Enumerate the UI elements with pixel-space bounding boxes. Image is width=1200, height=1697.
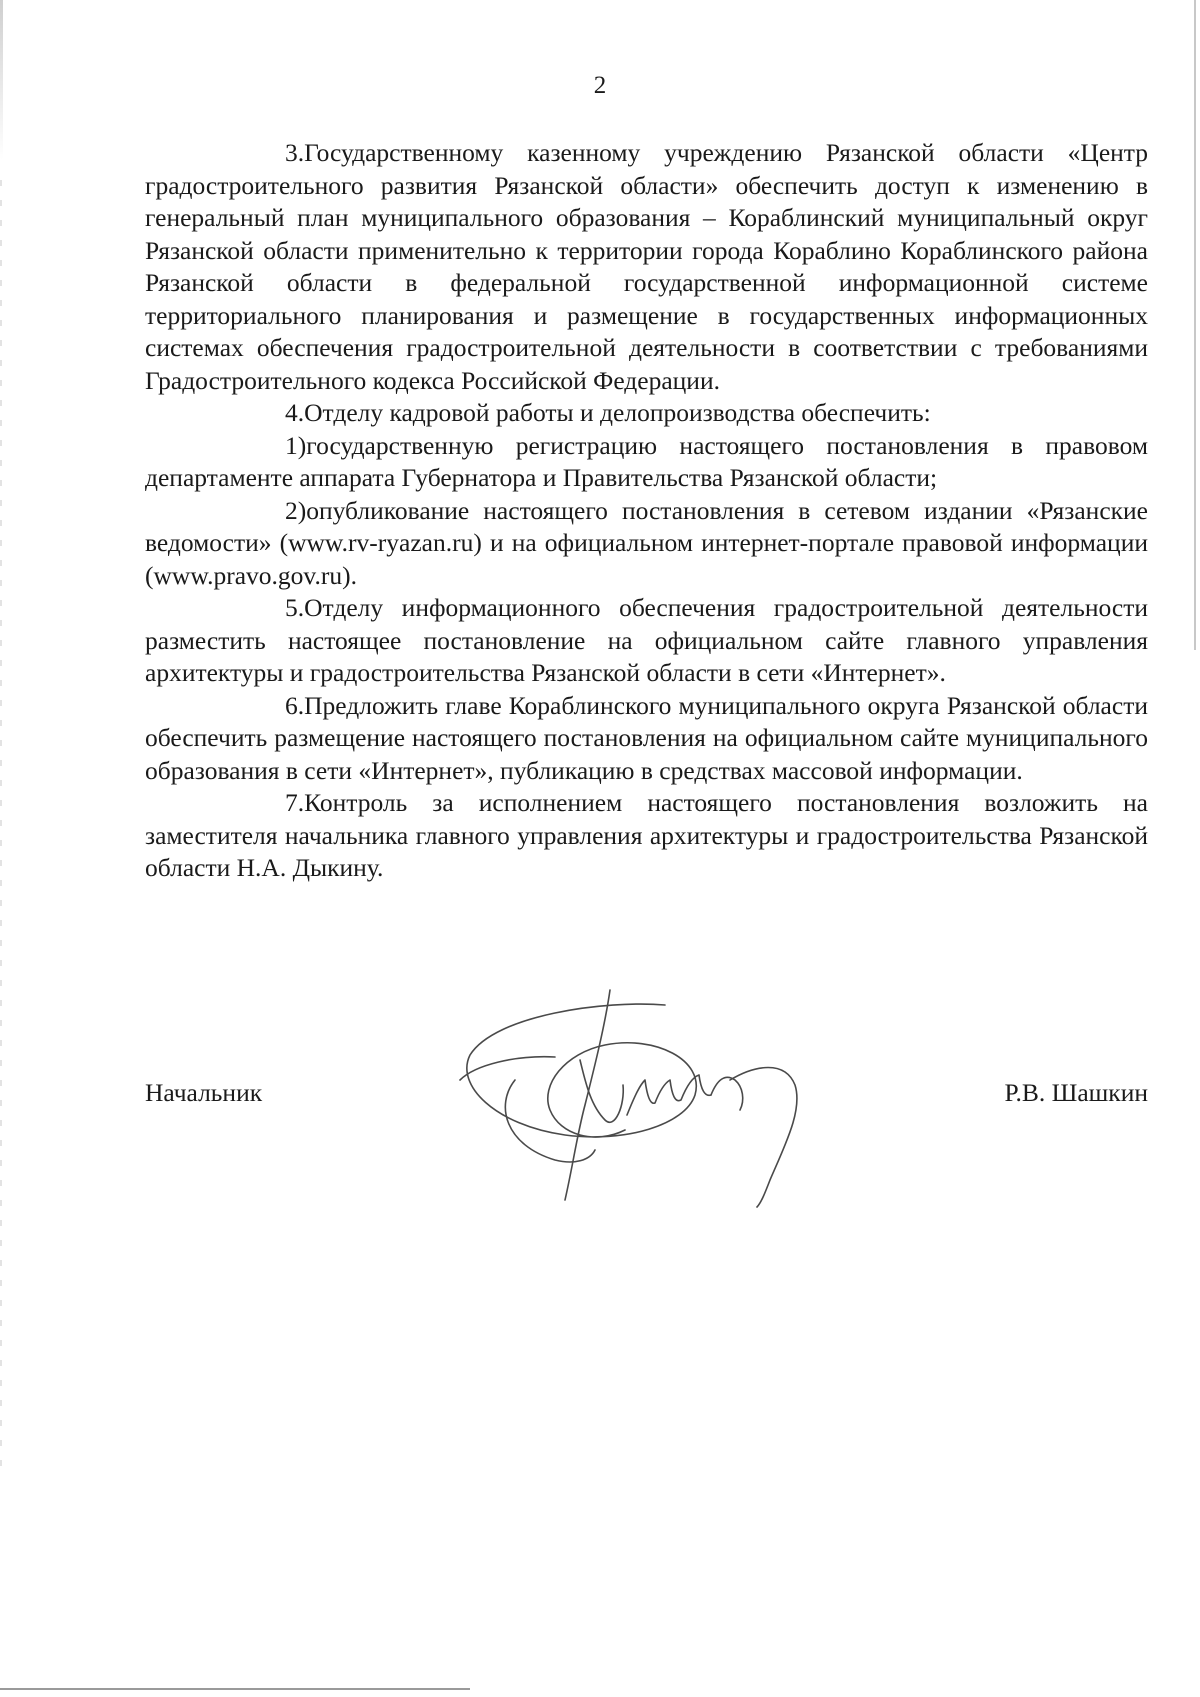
paragraph-text: Отделу кадровой работы и делопроизводства обеспечить: (304, 398, 931, 427)
paragraph-number: 1) (285, 430, 307, 460)
paragraph-text: опубликование настоящего постановления в сетевом издании «Рязанские ведомости» (www.rv-ryazan.ru) и на официальном интернет-портале правовой информации (www.pravo.gov.ru). (145, 495, 1148, 590)
paragraph-number: 5. (285, 593, 305, 622)
paragraph-text: Отделу информационного обеспечения градостроительной деятельности разместить настоящее постановление на официальном сайте главного управления архитектуры и градостроительства Рязанской области в сети «Интернет». (145, 593, 1148, 687)
paragraph-5 (145, 592, 1148, 690)
paragraph-3 (145, 137, 1148, 397)
scan-edge-bottom (0, 1688, 470, 1690)
paragraph-text: Государственному казенному учреждению Рязанской области «Центр градостроительного развития Рязанской области» обеспечить доступ к изменению в генеральный план муниципального образования – Кораблинский муниципальный округ Рязанской области применительно к территории города Кораблино Кораблинского района Рязанской области в федеральной государственной информационной системе территориального планирования и размещение в государственных информационных системах обеспечения градостроительной деятельности в соответствии с требованиями Градостроительного кодекса Российской Федерации. (145, 138, 1148, 395)
paragraph-6 (145, 690, 1148, 788)
paragraph-text: государственную регистрацию настоящего постановления в правовом департаменте аппарата Губернатора и Правительства Рязанской области; (145, 430, 1148, 492)
paragraph-number: 2) (285, 495, 307, 525)
subparagraph-2 (145, 495, 1148, 593)
paragraph-number: 7. (285, 788, 305, 817)
paragraph-number: 3. (285, 138, 305, 167)
scan-edge-left-marks (0, 180, 2, 1480)
handwritten-signature (455, 985, 835, 1210)
paragraph-4 (145, 397, 1148, 430)
paragraph-text: Контроль за исполнением настоящего постановления возложить на заместителя начальника главного управления архитектуры и градостроительства Рязанской области Н.А. Дыкину. (145, 788, 1148, 882)
document-body (145, 137, 1148, 885)
subparagraph-1 (145, 430, 1148, 495)
signature-strokes (460, 990, 797, 1207)
paragraph-text: Предложить главе Кораблинского муниципального округа Рязанской области обеспечить размещение настоящего постановления на официальном сайте муниципального образования в сети «Интернет», публикацию в средствах массовой информации. (145, 690, 1148, 785)
signatory-name: Р.В. Шашкин (1004, 1078, 1148, 1107)
paragraph-number: 4. (285, 398, 305, 427)
paragraph-7 (145, 787, 1148, 885)
paragraph-number: 6. (285, 690, 305, 720)
signatory-title: Начальник (145, 1078, 263, 1107)
page-number: 2 (593, 72, 607, 99)
